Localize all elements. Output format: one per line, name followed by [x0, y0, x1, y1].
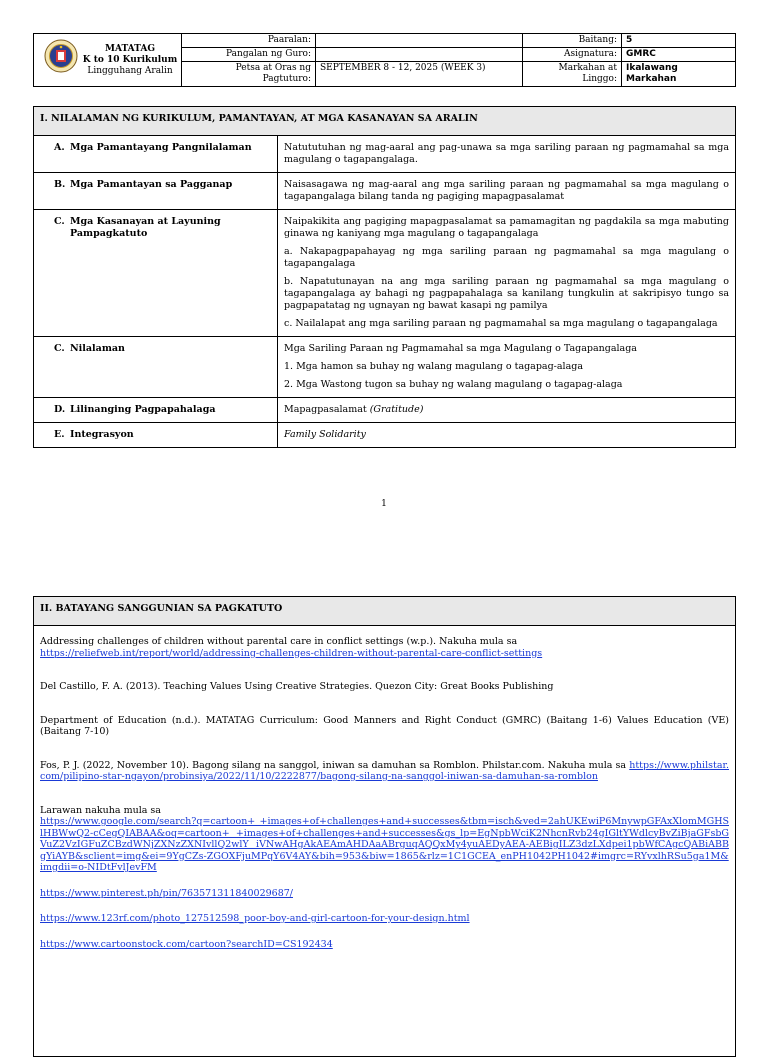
guro-label: Pangalan ng Guro: — [182, 48, 316, 62]
table-row — [34, 136, 736, 173]
row-content — [284, 404, 729, 416]
value-italic: (Gratitude) — [369, 404, 424, 415]
row-content: Naipakikita ang pagiging mapagpasalamat sa pamamagitan ng pagdakila sa mga mabuting ginawa ng kaniyang mga magulang o tagapangalaga — [284, 216, 729, 239]
table-row — [34, 423, 736, 448]
table-row — [34, 173, 736, 210]
row-content: 1. Mga hamon sa buhay ng walang magulang o tagapag-alaga — [284, 361, 583, 372]
markahan-value — [622, 62, 736, 87]
deped-seal-icon — [44, 39, 78, 73]
petsa-value: SEPTEMBER 8 - 12, 2025 (WEEK 3) — [316, 62, 523, 87]
row-content: a. Nakapagpapahayag ng mga sariling paraan ng pagmamahal sa mga magulang o tagapangalaga — [284, 246, 729, 269]
row-label: Mga Pamantayan sa Pagganap — [70, 179, 233, 190]
baitang-label: Baitang: — [523, 34, 622, 48]
reference-entry — [40, 760, 729, 783]
paaralan-label: Paaralan: — [182, 34, 316, 48]
header-doc-type: Lingguhang Aralin — [87, 66, 173, 76]
row-content: c. Nailalapat ang mga sariling paraan ng pagmamahal sa mga magulang o tagapangalaga — [284, 318, 718, 329]
reference-link[interactable]: https://reliefweb.int/report/world/addressing-challenges-children-without-parental-care-conflict-settings — [40, 647, 543, 659]
value-text: Mapagpasalamat — [284, 404, 370, 415]
reference-link[interactable]: https://www.cartoonstock.com/cartoon?searchID=CS192434 — [40, 938, 333, 950]
reference-entry: Del Castillo, F. A. (2013). Teaching Values Using Creative Strategies. Quezon City: Great Books Publishing — [40, 681, 554, 692]
row-content: Natututuhan ng mag-aaral ang pag-unawa sa mga sariling paraan ng pagmamahal sa mga magulang o tagapangalaga. — [284, 142, 729, 165]
lesson-header-table — [33, 33, 736, 87]
row-label: Lilinanging Pagpapahalaga — [70, 404, 216, 415]
section-2-table — [33, 596, 736, 1057]
row-content: Naisasagawa ng mag-aaral ang mga sariling paraan ng pagmamahal sa mga magulang o tagapangalaga bilang tanda ng pagiging mapagpasalamat — [284, 179, 729, 202]
reference-entry: Department of Education (n.d.). MATATAG Curriculum: Good Manners and Right Conduct (GMRC) (Baitang 1-6) Values Education (VE) (Baitang 7-10) — [40, 714, 729, 737]
table-row — [34, 210, 736, 337]
row-label: Nilalaman — [70, 343, 125, 354]
row-letter: D. — [54, 404, 66, 415]
markahan-label-line1: Markahan at — [558, 63, 617, 73]
reference-entry — [40, 888, 729, 900]
table-row — [34, 398, 736, 423]
table-row — [34, 337, 736, 398]
reference-link[interactable]: https://www.pinterest.ph/pin/763571311840029687/ — [40, 887, 293, 899]
header-title: MATATAG — [104, 44, 156, 54]
reference-link[interactable]: https://www.123rf.com/photo_127512598_poor-boy-and-girl-cartoon-for-your-design.html — [40, 913, 470, 924]
row-letter: B. — [54, 179, 66, 190]
reference-entry — [40, 939, 729, 951]
header-subtitle: K to 10 Kurikulum — [82, 55, 178, 65]
row-letter: E. — [54, 429, 65, 440]
reference-link[interactable]: https://www.philstar.com/pilipino-star-ngayon/probinsiya/2022/11/10/2222877/bagong-silang-na-sanggol-iniwan-sa-damuhan-sa-romblon — [40, 759, 729, 782]
row-letter: C. — [54, 343, 65, 354]
reference-entry — [40, 913, 729, 925]
row-label: Mga Pamantayang Pangnilalaman — [70, 142, 252, 153]
row-label: Integrasyon — [70, 429, 134, 440]
row-label: Mga Kasanayan at Layuning Pampagkatuto — [70, 216, 221, 239]
baitang-value: 5 — [622, 34, 736, 48]
reference-text: Larawan nakuha mula sa — [40, 804, 161, 816]
reference-entry — [40, 805, 729, 874]
asignatura-value: GMRC — [622, 48, 736, 62]
markahan-value-line1: Ikalawang — [626, 63, 678, 73]
row-content: 2. Mga Wastong tugon sa buhay ng walang magulang o tagapag-alaga — [284, 379, 623, 390]
guro-value — [316, 48, 523, 62]
row-content: b. Napatutunayan na ang mga sariling paraan ng pagmamahal sa mga magulang o tagapangalaga ay bahagi ng pagpapahalaga sa kanilang tungkulin at sakripisyo tungo sa pagpapatatag ng ugnayan ng bawat kasapi ng pamilya — [284, 276, 729, 311]
section-1-table — [33, 106, 736, 448]
row-letter: A. — [54, 142, 65, 153]
page-number: 1 — [381, 499, 387, 509]
reference-text: Addressing challenges of children without parental care in conflict settings (w.p.). Nakuha mula sa — [40, 636, 518, 647]
paaralan-value — [316, 34, 523, 48]
reference-link[interactable]: https://www.google.com/search?q=cartoon+ +images+of+challenges+and+successes&tbm=isch&ved=2ahUKEwiP6MnywpGFAxXlomMGHSlHBWwQ2-cCegQIABAA&oq=cartoon+ +images+of+challenges+and+successes&gs_lp=EgNpbWciK2NhcnRvb24gIGltYWdlcyBvZiBjaGFsbGVuZ2VzIGFuZCBzdWNjZXNzZXNIvllQ2wlY iVNwAHgAkAEAmAHDAaABrguqAQQxMy4yuAEDyAEA-AEBigILZ3dzLXdpei1pbWfCAgcQABiABBgYiAYB&sclient=img&ei=9YgCZs-ZGOXFjuMPqY6V4AY&bih=953&biw=1865&rlz=1C1GCEA_enPH1042PH1042#imgrc=RYvxlhRSu5ga1M&imgdii=o-NIDtFvlJevFM — [40, 816, 729, 873]
markahan-label — [523, 62, 622, 87]
markahan-value-line2: Markahan — [626, 74, 677, 84]
reference-entry — [40, 636, 729, 659]
asignatura-label: Asignatura: — [523, 48, 622, 62]
markahan-label-line2: Linggo: — [582, 74, 617, 84]
reference-text: Fos, P. J. (2022, November 10). Bagong silang na sanggol, iniwan sa damuhan sa Romblon. Philstar.com. Nakuha mula sa — [40, 759, 627, 771]
section-2-heading: II. BATAYANG SANGGUNIAN SA PAGKATUTO — [34, 597, 736, 626]
row-content: Family Solidarity — [284, 429, 366, 440]
section-1-heading: I. NILALAMAN NG KURIKULUM, PAMANTAYAN, AT MGA KASANAYAN SA ARALIN — [34, 107, 736, 136]
row-letter: C. — [54, 216, 65, 227]
petsa-label: Petsa at Oras ng Pagtuturo: — [182, 62, 316, 87]
row-content: Mga Sariling Paraan ng Pagmamahal sa mga Magulang o Tagapangalaga — [284, 343, 637, 354]
header-branding — [34, 34, 182, 87]
references-cell — [34, 626, 736, 1057]
